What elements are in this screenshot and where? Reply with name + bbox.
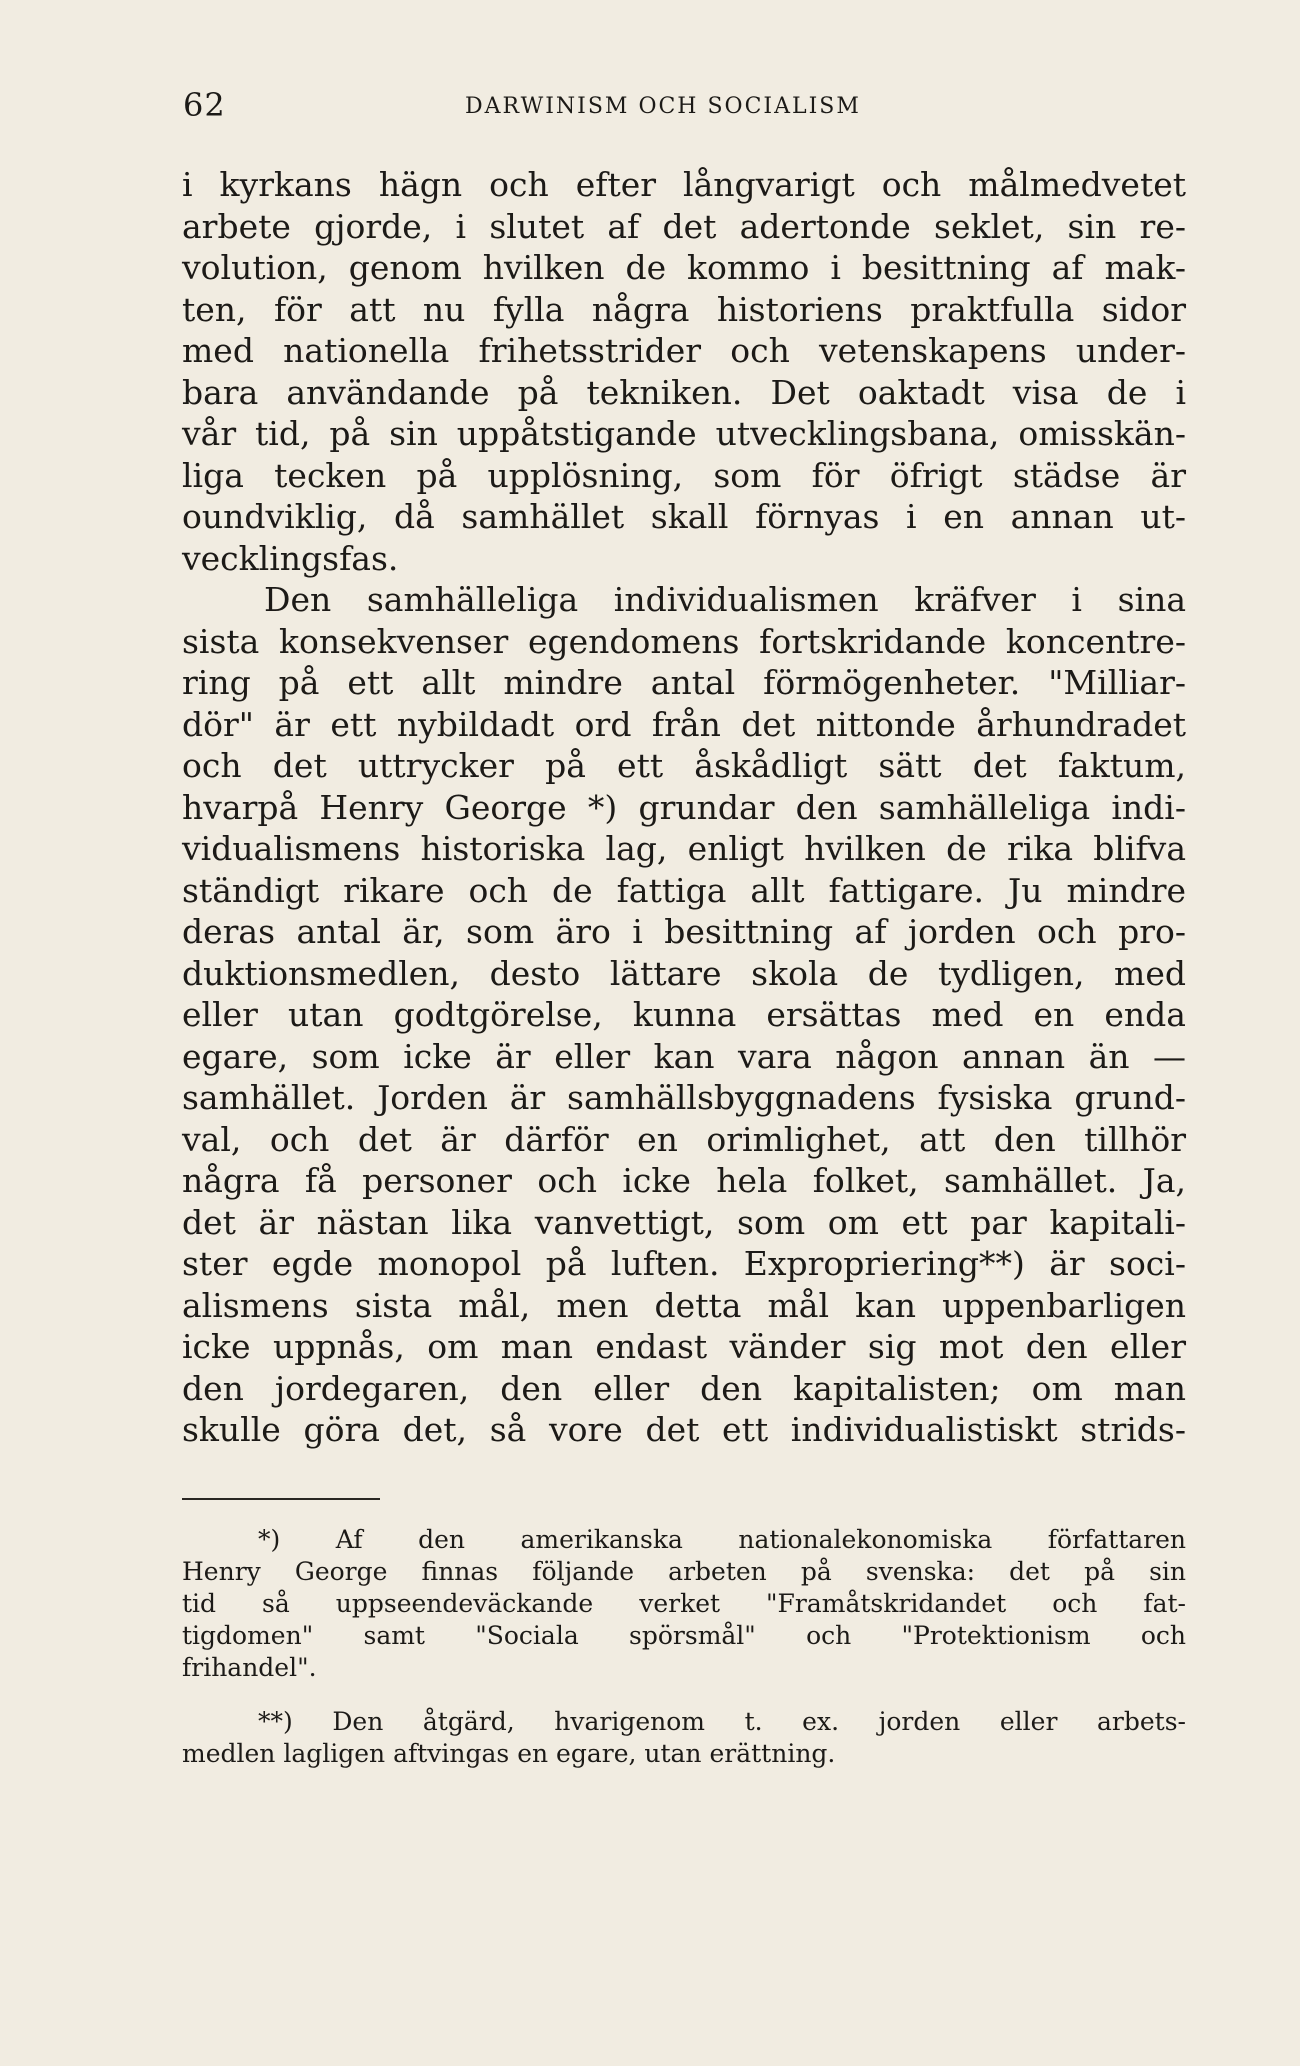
footnote-line: *) Af den amerikanska nationalekonomiska författaren (258, 1525, 1186, 1554)
footnote-1 (182, 1524, 1186, 1684)
text-line: icke uppnås, om man endast vänder sig mot den eller (182, 1327, 1186, 1366)
text-line: egare, som icke är eller kan vara någon annan än — (182, 1036, 1186, 1076)
footnote-line: **) Den åtgärd, hvarigenom t. ex. jorden eller arbets- (258, 1707, 1186, 1736)
footnotes (182, 1524, 1186, 1792)
footnote-line: Henry George finnas följande arbeten på svenska: det på sin (182, 1557, 1186, 1586)
footnote-line: frihandel". (182, 1653, 317, 1682)
text-line: duktionsmedlen, desto lättare skola de tydligen, med (182, 953, 1186, 993)
text-line: några få personer och icke hela folket, samhället. Ja, (182, 1161, 1186, 1200)
text-line: och det uttrycker på ett åskådligt sätt det faktum, (182, 746, 1186, 785)
text-line: volution, genom hvilken de kommo i besittning af mak- (182, 248, 1186, 287)
text-line: vidualismens historiska lag, enligt hvilken de rika blifva (182, 829, 1186, 868)
text-line: samhället. Jorden är samhällsbyggnadens fysiska grund- (182, 1078, 1186, 1117)
text-line: i kyrkans hägn och efter långvarigt och målmedvetet (182, 165, 1186, 204)
text-line: dör" är ett nybildadt ord från det nittonde århundradet (182, 704, 1186, 744)
footnote-2 (182, 1706, 1186, 1770)
running-head (183, 86, 1183, 126)
text-line: liga tecken på upplösning, som för öfrigt städse är (182, 455, 1186, 495)
text-line: skulle göra det, så vore det ett individualistiskt strids- (182, 1410, 1186, 1449)
text-line: ster egde monopol på luften. Expropriering**) är soci- (182, 1244, 1186, 1283)
footnote-line: tid så uppseendeväckande verket "Framåtskridandet och fat- (182, 1589, 1186, 1618)
text-line: den jordegaren, den eller den kapitalisten; om man (182, 1368, 1186, 1408)
text-line: val, och det är därför en orimlighet, att den tillhör (182, 1119, 1186, 1159)
text-line: deras antal är, som äro i besittning af jorden och pro- (182, 912, 1186, 951)
text-line: hvarpå Henry George *) grundar den samhälleliga indi- (182, 787, 1186, 827)
text-line: ständigt rikare och de fattiga allt fattigare. Ju mindre (182, 870, 1186, 910)
text-line: Den samhälleliga individualismen kräfver i sina (264, 580, 1186, 619)
text-line: eller utan godtgörelse, kunna ersättas med en enda (182, 995, 1186, 1034)
text-line: vår tid, på sin uppåtstigande utvecklingsbana, omisskän- (182, 414, 1186, 453)
text-line: alismens sista mål, men detta mål kan uppenbarligen (182, 1285, 1186, 1325)
body-text (182, 164, 1186, 1451)
text-line: ring på ett allt mindre antal förmögenheter. "Milliar- (182, 663, 1186, 702)
running-title: DARWINISM OCH SOCIALISM (465, 94, 861, 119)
text-line: sista konsekvenser egendomens fortskridande koncentre- (182, 621, 1186, 661)
footnote-line: tigdomen" samt "Sociala spörsmål" och "Protektionism och (182, 1621, 1186, 1650)
text-line: oundviklig, då samhället skall förnyas i en annan ut- (182, 497, 1186, 536)
text-line: ten, för att nu fylla några historiens praktfulla sidor (182, 289, 1186, 329)
text-line: bara användande på tekniken. Det oaktadt visa de i (182, 372, 1186, 412)
text-line: vecklingsfas. (182, 538, 399, 578)
page-number: 62 (183, 86, 226, 124)
text-line: med nationella frihetsstrider och vetenskapens under- (182, 331, 1186, 370)
text-line: det är nästan lika vanvettigt, som om ett par kapitali- (182, 1202, 1186, 1242)
text-line: arbete gjorde, i slutet af det adertonde seklet, sin re- (182, 206, 1186, 246)
footnote-rule (182, 1498, 380, 1500)
footnote-line: medlen lagligen aftvingas en egare, utan erättning. (182, 1739, 836, 1768)
